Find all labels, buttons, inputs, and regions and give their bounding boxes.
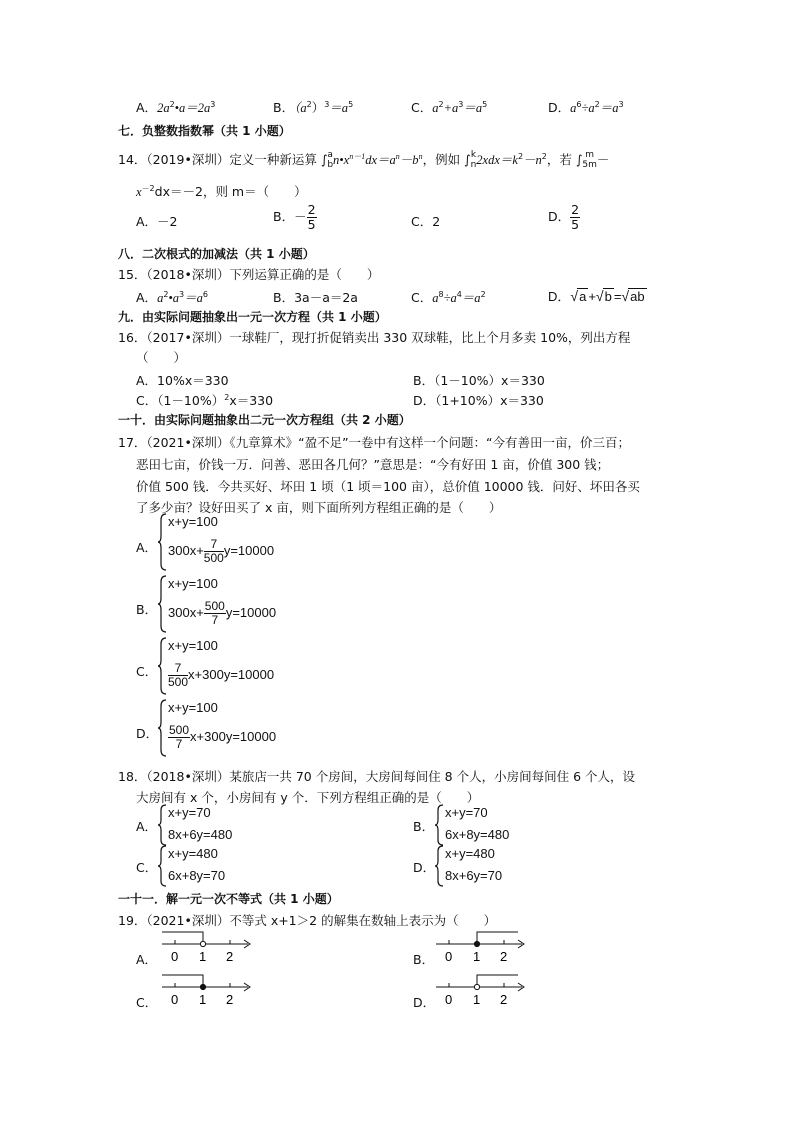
q13-option-c: C．$a^2+a^3=a^5$: [411, 100, 488, 115]
q19-option-d-label: D．: [413, 995, 436, 1010]
q14-stem: 14．（2019•深圳）定义一种新运算 ∫ a b $n•x^{n-1}dx=a^n-b^n$，例如 ∫ k n $2xdx=k^2-n^2$，若 ∫ m 5m －: [118, 149, 610, 170]
q15-option-a: A．$a^2•a^3=a^6$: [136, 290, 208, 305]
section-10-heading: 一十．由实际问题抽象出二元一次方程组（共 2 小题）: [118, 413, 411, 427]
tick-label-2: 2: [226, 992, 234, 1007]
section-9-heading: 九．由实际问题抽象出一元一次方程（共 1 小题）: [118, 310, 387, 324]
brace-icon: [158, 804, 168, 846]
q14-option-c: C．2: [411, 214, 441, 229]
q17-option-a-system: x+y=100 300x+ $\frac{7}{500}$ y=10000: [158, 512, 358, 572]
tick-label-2: 2: [500, 992, 508, 1007]
q15-stem: 15．（2018•深圳）下列运算正确的是（ ）: [118, 267, 380, 282]
q16-stem: 16．（2017•深圳）一球鞋厂，现打折促销卖出 330 双球鞋，比上个月多卖 10%，列出方程: [118, 330, 631, 345]
section-11-heading: 一十一．解一元一次不等式（共 1 小题）: [118, 892, 339, 906]
brace-icon: [158, 636, 168, 696]
q16-option-c: C．$(1-10\%)^2x=330$: [136, 393, 274, 408]
tick-label-2: 2: [226, 949, 234, 964]
tick-label-0: 0: [171, 992, 179, 1007]
q16-option-b: B．（1－10%）x＝330: [413, 373, 545, 388]
q14-option-a: A．－2: [136, 214, 178, 229]
q16-option-a: A．10%x＝330: [136, 373, 229, 388]
q18-stem-line1: 18．（2018•深圳）某旅店一共 70 个房间，大房间每间住 8 个人，小房间每间住 6 个人，设: [118, 769, 635, 784]
q17-stem-line1: 17．（2021•深圳）《九章算术》“盈不足”一卷中有这样一个问题：“今有善田一亩，价三百；: [118, 435, 631, 450]
q18-option-c-system: x+y=480 6x+8y=70: [158, 845, 278, 887]
q18-option-a-label: A．: [136, 819, 158, 834]
q15-option-d: D．√a +√b =√ab: [548, 288, 645, 304]
q13-option-d: D．$a^6\div a^2=a^3$: [548, 100, 624, 115]
brace-icon: [435, 804, 445, 846]
q18-option-b-system: x+y=70 6x+8y=480: [435, 804, 555, 846]
q19-option-c-label: C．: [136, 995, 158, 1010]
q17-option-b-system: x+y=100 300x+ $\frac{500}{7}$ y=10000: [158, 574, 358, 634]
brace-icon: [158, 512, 168, 572]
q19-option-a-label: A．: [136, 952, 158, 967]
tick-label-1: 1: [473, 949, 481, 964]
tick-label-0: 0: [171, 949, 179, 964]
q19-stem: 19．（2021•深圳）不等式 x+1＞2 的解集在数轴上表示为（ ）: [118, 913, 497, 928]
q15-option-b: B．3a－a＝2a: [273, 290, 358, 305]
tick-label-0: 0: [445, 992, 453, 1007]
q14-stem-line2: $x^{-2}dx=-2$，则 m＝（ ）: [136, 184, 307, 199]
q17-option-d-label: D．: [136, 726, 159, 741]
q17-option-c-label: C．: [136, 664, 158, 679]
q16-option-d: D．（1+10%）x＝330: [413, 393, 544, 408]
q14-option-d: D． $\frac{2}{5}$: [548, 202, 580, 232]
q15-option-c: C．$a^8\div a^4=a^2$: [411, 290, 486, 305]
brace-icon: [158, 574, 168, 634]
q17-option-d-system: x+y=100 $\frac{500}{7}$ x+300y=10000: [158, 698, 358, 758]
q17-stem-line3: 价值 500 钱．今共买好、坏田 1 顷（1 顷＝100 亩），总价值 10000 钱．问好、坏田各买: [136, 479, 640, 494]
section-8-heading: 八．二次根式的加减法（共 1 小题）: [118, 247, 315, 261]
tick-label-1: 1: [199, 992, 207, 1007]
tick-label-0: 0: [445, 949, 453, 964]
q18-option-d-system: x+y=480 8x+6y=70: [435, 845, 555, 887]
tick-label-1: 1: [199, 949, 207, 964]
q18-stem-line2: 大房间有 x 个，小房间有 y 个．下列方程组正确的是（ ）: [136, 790, 480, 805]
q14-option-b: B．－ $\frac{2}{5}$: [273, 202, 316, 232]
brace-icon: [158, 698, 168, 758]
tick-label-2: 2: [500, 949, 508, 964]
q18-option-c-label: C．: [136, 860, 158, 875]
q18-option-d-label: D．: [413, 860, 436, 875]
q19-option-b-number-line: [432, 928, 532, 964]
q19-option-c-number-line: [158, 971, 258, 1007]
tick-label-1: 1: [473, 992, 481, 1007]
q16-stem-line2: （ ）: [136, 350, 187, 365]
q17-option-a-label: A．: [136, 540, 158, 555]
q13-option-b: B．$(a^2)^3=a^5$: [273, 100, 354, 115]
q18-option-b-label: B．: [413, 819, 435, 834]
q13-option-a: A．$2a^2•a=2a^3$: [136, 100, 216, 115]
q19-option-a-number-line: [158, 928, 258, 964]
section-7-heading: 七．负整数指数幂（共 1 小题）: [118, 124, 291, 138]
brace-icon: [435, 845, 445, 887]
brace-icon: [158, 845, 168, 887]
q17-stem-line4: 了多少亩？设好田买了 x 亩，则下面所列方程组正确的是（ ）: [136, 500, 502, 515]
q17-stem-line2: 恶田七亩，价钱一万．问善、恶田各几何？”意思是：“今有好田 1 亩，价值 300 钱；: [136, 457, 610, 472]
q17-option-b-label: B．: [136, 602, 158, 617]
q17-option-c-system: x+y=100 $\frac{7}{500}$ x+300y=10000: [158, 636, 358, 696]
q18-option-a-system: x+y=70 8x+6y=480: [158, 804, 278, 846]
q19-option-b-label: B．: [413, 952, 435, 967]
q19-option-d-number-line: [432, 971, 532, 1007]
